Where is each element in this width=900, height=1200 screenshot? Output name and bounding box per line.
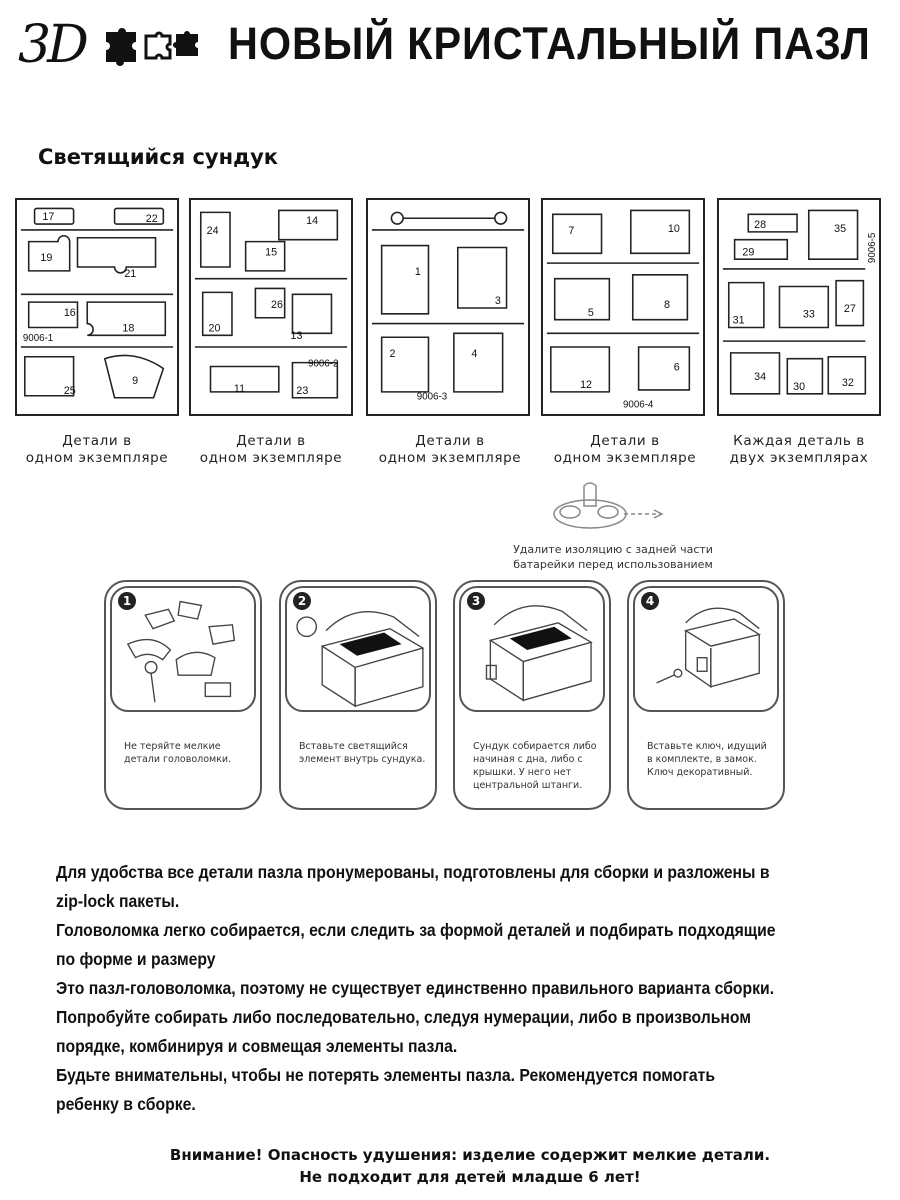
sprue-parts-diagram	[17, 200, 177, 414]
svg-text:10: 10	[667, 222, 680, 235]
svg-text:3: 3	[494, 295, 501, 308]
battery-insulation-illustration	[540, 478, 680, 546]
sprue-code-5: 9006-5	[867, 232, 879, 264]
sprue-code-2: 9006-2	[308, 358, 339, 370]
page-title: НОВЫЙ КРИСТАЛЬНЫЙ ПАЗЛ	[228, 18, 871, 69]
svg-text:33: 33	[802, 308, 815, 321]
caption-line: Детали в	[415, 433, 485, 449]
body-paragraph: Будьте внимательны, чтобы не потерять элементы пазла. Рекомендуется помогать ребенку в сборке.	[56, 1065, 716, 1114]
step-number-badge: 2	[293, 592, 311, 610]
product-subtitle: Светящийся сундук	[38, 145, 279, 169]
sprue-panel-1	[15, 198, 179, 416]
svg-text:11: 11	[233, 382, 246, 395]
step-text: Не теряйте мелкие детали головоломки.	[124, 741, 232, 765]
caption-line: одном экземпляре	[25, 450, 169, 466]
step-card-3	[453, 580, 611, 810]
svg-text:6: 6	[673, 361, 680, 374]
svg-text:9: 9	[132, 375, 139, 388]
sprue-code-3: 9006-3	[416, 391, 448, 403]
sprue-parts-diagram	[719, 200, 879, 414]
svg-text:7: 7	[568, 224, 575, 237]
step-text: Вставьте светящийся элемент внутрь сундука.	[299, 741, 426, 765]
svg-text:12: 12	[580, 378, 593, 391]
svg-text:21: 21	[124, 267, 137, 280]
step-card-2	[279, 580, 437, 810]
svg-text:27: 27	[843, 302, 856, 315]
svg-text:8: 8	[663, 298, 670, 311]
sprue-code-1: 9006-1	[22, 333, 54, 345]
sprue-panel-2	[189, 198, 353, 416]
sprue-caption-4	[537, 433, 713, 467]
svg-text:1: 1	[414, 265, 421, 278]
body-paragraph: Это пазл-головоломка, поэтому не существует единственно правильного варианта сборки.	[56, 978, 775, 998]
step-card-1	[104, 580, 262, 810]
svg-text:34: 34	[754, 371, 767, 384]
svg-text:26: 26	[271, 298, 283, 311]
step-number-badge: 1	[118, 592, 136, 610]
svg-text:22: 22	[145, 213, 158, 226]
svg-text:19: 19	[40, 252, 53, 265]
step-card-4	[627, 580, 785, 810]
svg-text:2: 2	[389, 347, 396, 360]
caption-line: одном экземпляре	[199, 450, 343, 466]
sprue-caption-2	[183, 433, 359, 467]
svg-text:15: 15	[265, 246, 278, 259]
caption-line: двух экземплярах	[729, 450, 869, 466]
svg-text:13: 13	[290, 330, 303, 343]
caption-line: одном экземпляре	[553, 450, 697, 466]
sprue-parts-diagram	[368, 200, 528, 414]
caption-line: Детали в	[236, 433, 306, 449]
svg-text:20: 20	[208, 322, 221, 335]
sprue-panel-5	[717, 198, 881, 416]
sprue-panel-4	[541, 198, 705, 416]
svg-text:14: 14	[306, 215, 319, 228]
sprue-caption-5	[711, 433, 887, 467]
sprue-parts-diagram	[543, 200, 703, 414]
step-number-badge: 4	[641, 592, 659, 610]
svg-text:4: 4	[471, 347, 478, 360]
svg-text:35: 35	[834, 222, 847, 235]
caption-line: Каждая деталь в	[733, 433, 865, 449]
instructions-body	[56, 858, 776, 1119]
svg-text:28: 28	[754, 218, 767, 231]
svg-text:18: 18	[122, 322, 135, 335]
svg-text:31: 31	[732, 314, 745, 327]
caption-line: Детали в	[62, 433, 132, 449]
svg-text:5: 5	[587, 306, 594, 319]
sprue-caption-3	[362, 433, 538, 467]
brand-logo	[18, 14, 208, 76]
caption-line: Детали в	[590, 433, 660, 449]
choking-warning	[120, 1144, 820, 1188]
svg-text:29: 29	[742, 246, 755, 259]
caption-line: одном экземпляре	[378, 450, 522, 466]
svg-text:32: 32	[841, 377, 854, 390]
svg-text:16: 16	[63, 306, 76, 319]
svg-text:25: 25	[63, 384, 76, 397]
battery-instruction: Удалите изоляцию с задней части батарейки перед использованием	[513, 543, 713, 571]
body-paragraph: Для удобства все детали пазла пронумерованы, подготовлены для сборки и разложены в zip-lock пакеты.	[56, 862, 770, 911]
logo-3d-text: 3D	[18, 15, 85, 75]
sprue-caption-1	[9, 433, 185, 467]
body-paragraph: Попробуйте собирать либо последовательно, следуя нумерации, либо в произвольном порядке, комбинируя и совмещая элементы пазла.	[56, 1007, 751, 1056]
warning-line: Не подходит для детей младше 6 лет!	[299, 1168, 641, 1186]
sprue-panel-3	[366, 198, 530, 416]
sprue-code-4: 9006-4	[623, 399, 654, 411]
body-paragraph: Головоломка легко собирается, если следить за формой деталей и подбирать подходящие по форме и размеру	[56, 920, 776, 969]
svg-text:17: 17	[42, 211, 55, 224]
step-text: Сундук собирается либо начиная с дна, либо с крышки. У него нет центральной штанги.	[473, 741, 597, 791]
svg-text:23: 23	[296, 384, 309, 397]
svg-text:24: 24	[206, 224, 219, 237]
svg-text:30: 30	[793, 380, 806, 393]
step-number-badge: 3	[467, 592, 485, 610]
step-text: Вставьте ключ, идущий в комплекте, в замок. Ключ декоративный.	[647, 741, 767, 778]
puzzle-pieces-icon	[102, 26, 202, 66]
warning-line: Внимание! Опасность удушения: изделие содержит мелкие детали.	[169, 1146, 771, 1164]
sprue-parts-diagram	[191, 200, 351, 414]
